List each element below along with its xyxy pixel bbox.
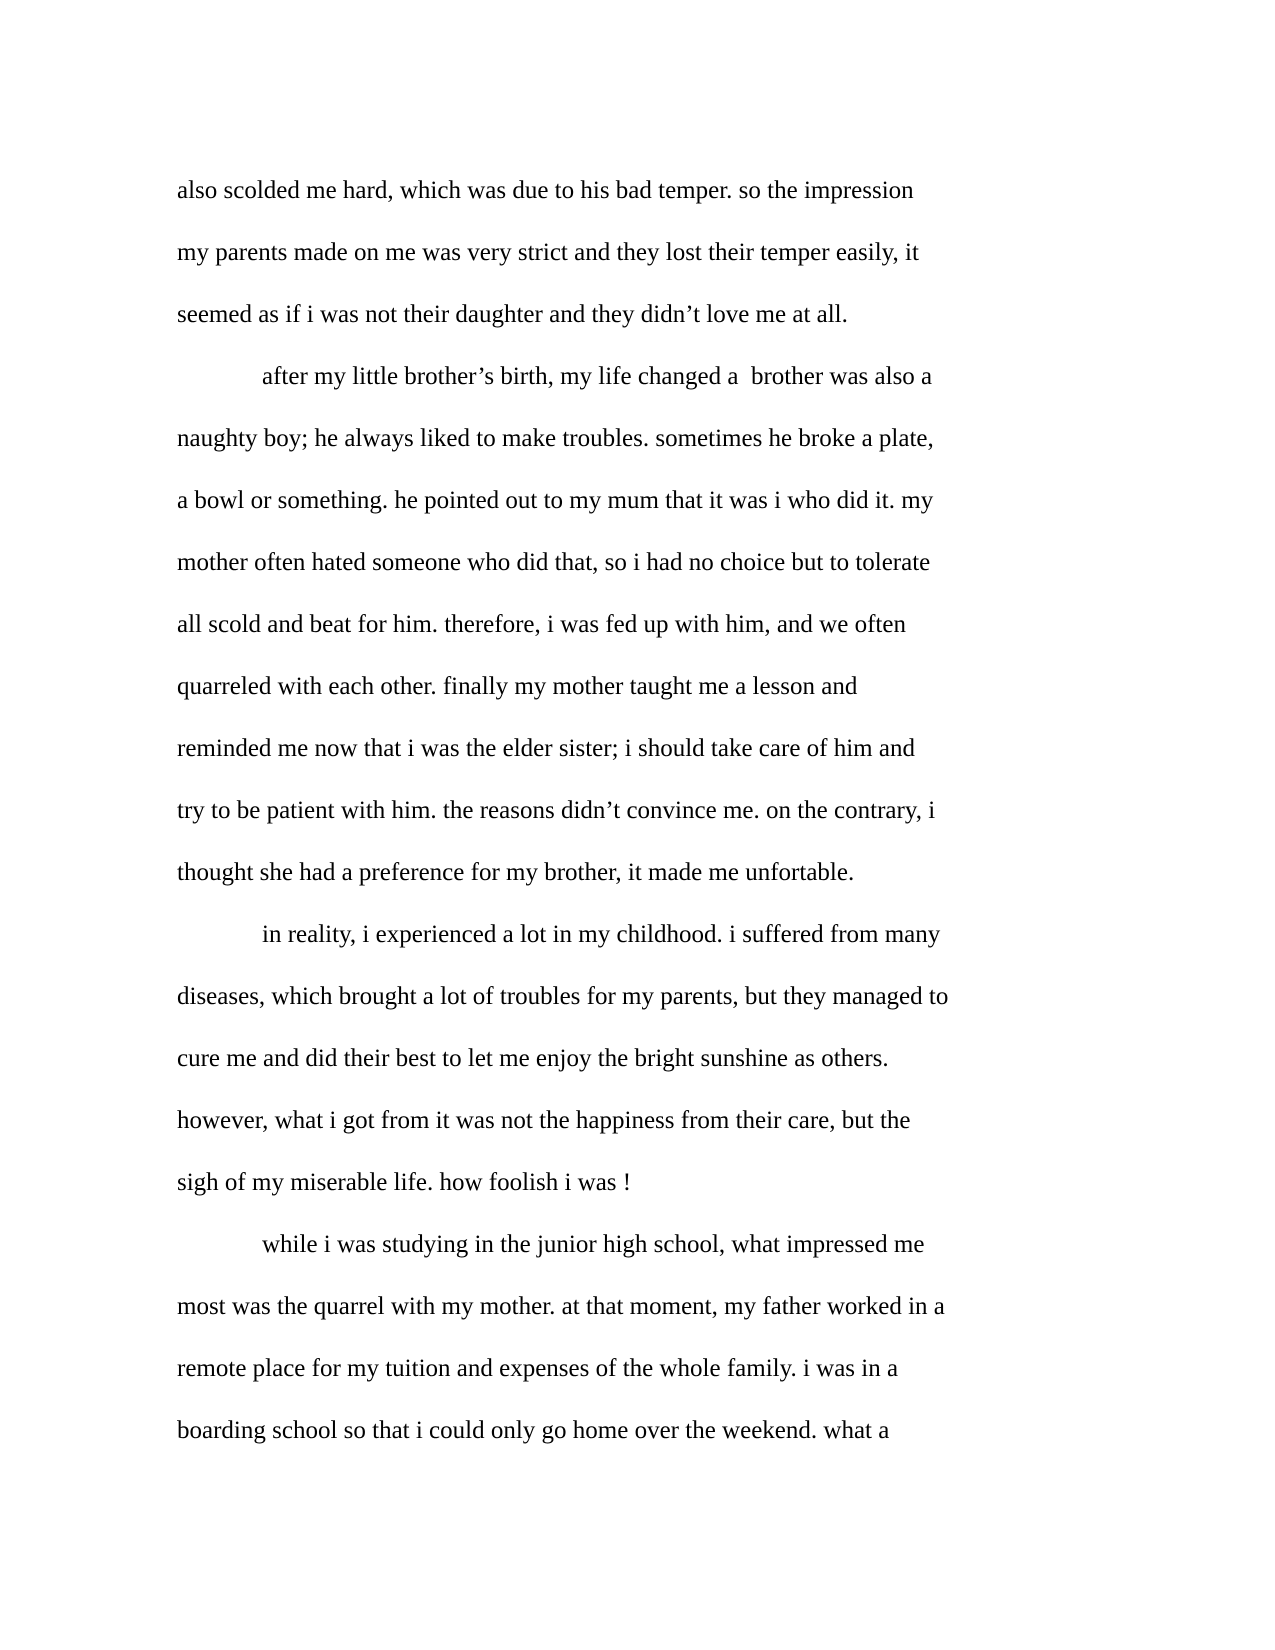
text-line: however, what i got from it was not the happiness from their care, but the — [177, 1107, 911, 1134]
text-line: boarding school so that i could only go home over the weekend. what a — [177, 1417, 890, 1444]
text-line: remote place for my tuition and expenses of the whole family. i was in a — [177, 1355, 899, 1382]
text-line: diseases, which brought a lot of troubles for my parents, but they managed to — [177, 983, 949, 1010]
text-line: seemed as if i was not their daughter and they didn’t love me at all. — [177, 301, 848, 328]
text-line: reminded me now that i was the elder sister; i should take care of him and — [177, 735, 915, 762]
text-line: most was the quarrel with my mother. at that moment, my father worked in a — [177, 1293, 945, 1320]
text-line: my parents made on me was very strict and they lost their temper easily, it — [177, 239, 919, 266]
document-text — [177, 160, 1077, 1462]
text-line: mother often hated someone who did that, so i had no choice but to tolerate — [177, 549, 931, 576]
text-line: naughty boy; he always liked to make troubles. sometimes he broke a plate, — [177, 425, 934, 452]
text-line: while i was studying in the junior high school, what impressed me — [262, 1231, 925, 1258]
text-line: cure me and did their best to let me enjoy the bright sunshine as others. — [177, 1045, 889, 1072]
text-line: thought she had a preference for my brother, it made me unfortable. — [177, 859, 855, 886]
text-line: quarreled with each other. finally my mother taught me a lesson and — [177, 673, 858, 700]
text-line: all scold and beat for him. therefore, i was fed up with him, and we often — [177, 611, 906, 638]
text-line: after my little brother’s birth, my life changed a brother was also a — [262, 363, 933, 390]
text-line: also scolded me hard, which was due to his bad temper. so the impression — [177, 177, 914, 204]
text-line: try to be patient with him. the reasons didn’t convince me. on the contrary, i — [177, 797, 936, 824]
text-line: in reality, i experienced a lot in my childhood. i suffered from many — [262, 921, 941, 948]
text-line: a bowl or something. he pointed out to my mum that it was i who did it. my — [177, 487, 934, 514]
text-line: sigh of my miserable life. how foolish i was ! — [177, 1169, 632, 1196]
